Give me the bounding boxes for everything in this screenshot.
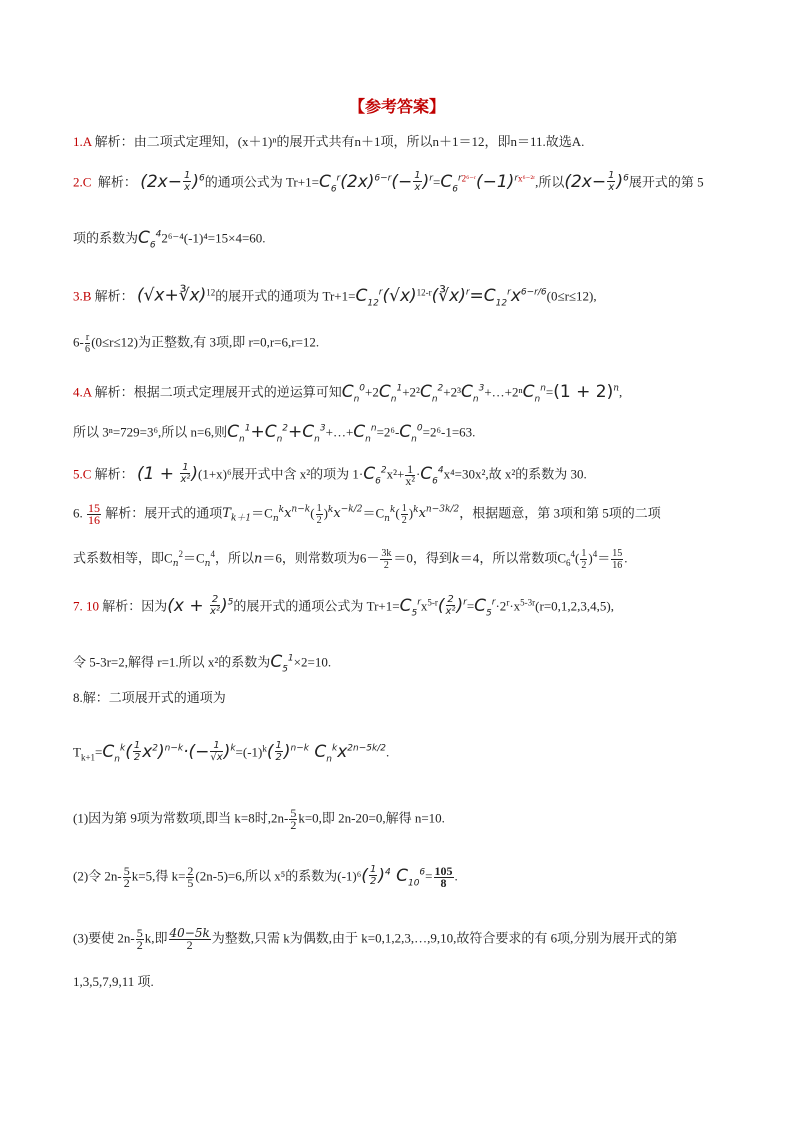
answer-8-part-3: (3)要使 2n- $\frac{5}{2}$ k,即 $\frac{40-5k}{2}$ 为整数,只需 k为偶数,由于 k=0,1,2,3,…,9,10,故符合要求的有 6项,分别为展开式的第 <box>73 926 678 952</box>
page-title: 【参考答案】 <box>348 97 445 116</box>
answer-7: 7. 10 解析：因为(x + $\frac{2}{\text{x²}}$ )$^5$的展开式的通项公式为 $Tr+1=C_5^rx^{5-r}$( $\frac{2}{\text{x²}}$ )$^r=C_5^r\cdot 2^r\cdot x^{5-3r}(r=0,1,2,3,4,5)$, <box>73 594 614 619</box>
answer-8-part-1: (1)因为第 9项为常数项,即当 k=8时,2n- $\frac{5}{2}$ k=0,即 2n-20=0,解得 n=10. <box>73 806 445 832</box>
answer-3: 3.B 解析： (√x+∛x)$^{12}$的展开式的通项为 $Tr+1=C_{12}^r(√x)^{12-r}(∛x)^r=C_{12}^rx^{6-r/6}(0\le r\le 12)$, <box>73 285 597 309</box>
answer-3-line-2: 6- $\frac{r}{6}$ (0≤r≤12)为正整数,有 3项,即 r=0,r=6,r=12. <box>73 332 320 355</box>
answer-6-line-2: 式系数相等，即$C_n^2=C_n^4$，所以n＝6，则常数项为6－ $\frac{3k}{2}$ ＝0，得到k＝4，所以常数项$C_6^4$( $\frac{1}{2}$ )$^4$＝ $\frac{15}{16}$ . <box>73 547 628 571</box>
answer-8-part-2: (2)令 2n- $\frac{5}{2}$ k=5,得 k= $\frac{2}{5}$ (2n-5)=6,所以 x⁵的系数为(-1)⁶( $\frac{1}{2}$ )$^4$ $C_{10}^6=$ $\frac{105}{8}$ . <box>73 864 458 891</box>
answer-5: 5.C 解析： (1 + $\frac{1}{\text{x²}}$ )(1+x)⁶展开式中含 x²的项为 $1\cdot C_6^2x^2+$ $\frac{1}{\text{x²}}$ $\cdot C_6^4x^4=30x^2$,故 x²的系数为 30. <box>73 462 587 489</box>
answer-6: 6. $\frac{15}{16}$ 解析：展开式的通项$T_{k+1}=C_n^kx^{n-k}$( $\frac{1}{2}$ )$^kx^{-k/2}=C_n^k$( $\frac{1}{2}$ )$^kx^{n-3k/2}$，根据题意，第 3项和第 5项的二项 <box>73 500 661 527</box>
answer-8: 8.解：二项展开式的通项为 <box>73 690 226 705</box>
answer-1: 1.A 解析：由二项式定理知，(x＋1)ⁿ的展开式共有n＋1项，所以n＋1＝12，即n＝11.故选A. <box>73 134 585 149</box>
answer-8-part-3-line-2: 1,3,5,7,9,11 项. <box>73 974 154 989</box>
answer-4: 4.A 解析：根据二项式定理展开式的逆运算可知$C_n^0+2C_n^1+2^2C_n^2+2^3C_n^3+\dots+2^nC_n^n=(1 + 2)^n$, <box>73 381 623 405</box>
answer-7-line-2: 令 5-3r=2,解得 r=1.所以 x²的系数为$C_5^1\times 2=10$. <box>73 651 332 675</box>
answer-2-line-2: 项的系数为$C_6^42^{6-4}(-1)^4=15\times 4=60$. <box>73 227 266 251</box>
answer-4-line-2: 所以 3ⁿ=729=3⁶,所以 n=6,则$C_n^1+C_n^2+C_n^3+\dots+C_n^n=2^6-C_n^0=2^6-1=63$. <box>73 421 476 445</box>
answer-8-formula: $T_{k+1}=C_n^k$( $\frac{1}{2}$ $x^2)^{n-k}\cdot(-$ $\frac{1}{√x}$ )$^k=(-1)^k$( $\frac{1}{2}$ )$^{n-k}$ $C_n^kx^{2n-5k/2}$. <box>73 740 390 765</box>
answer-2: 2.C 解析： (2x− $\frac{1}{x}$ )$^6$的通项公式为 $Tr+1=C_6^r(2x)^{6-r}(-$ $\frac{1}{x}$ )$^r=C_6^{r2^{6-}ʳ}(-1)^{rx^{6-2}ʳ}$,所以(2x− $\frac{1}{x}$ )$^6$展开式的第 5 <box>73 170 704 195</box>
